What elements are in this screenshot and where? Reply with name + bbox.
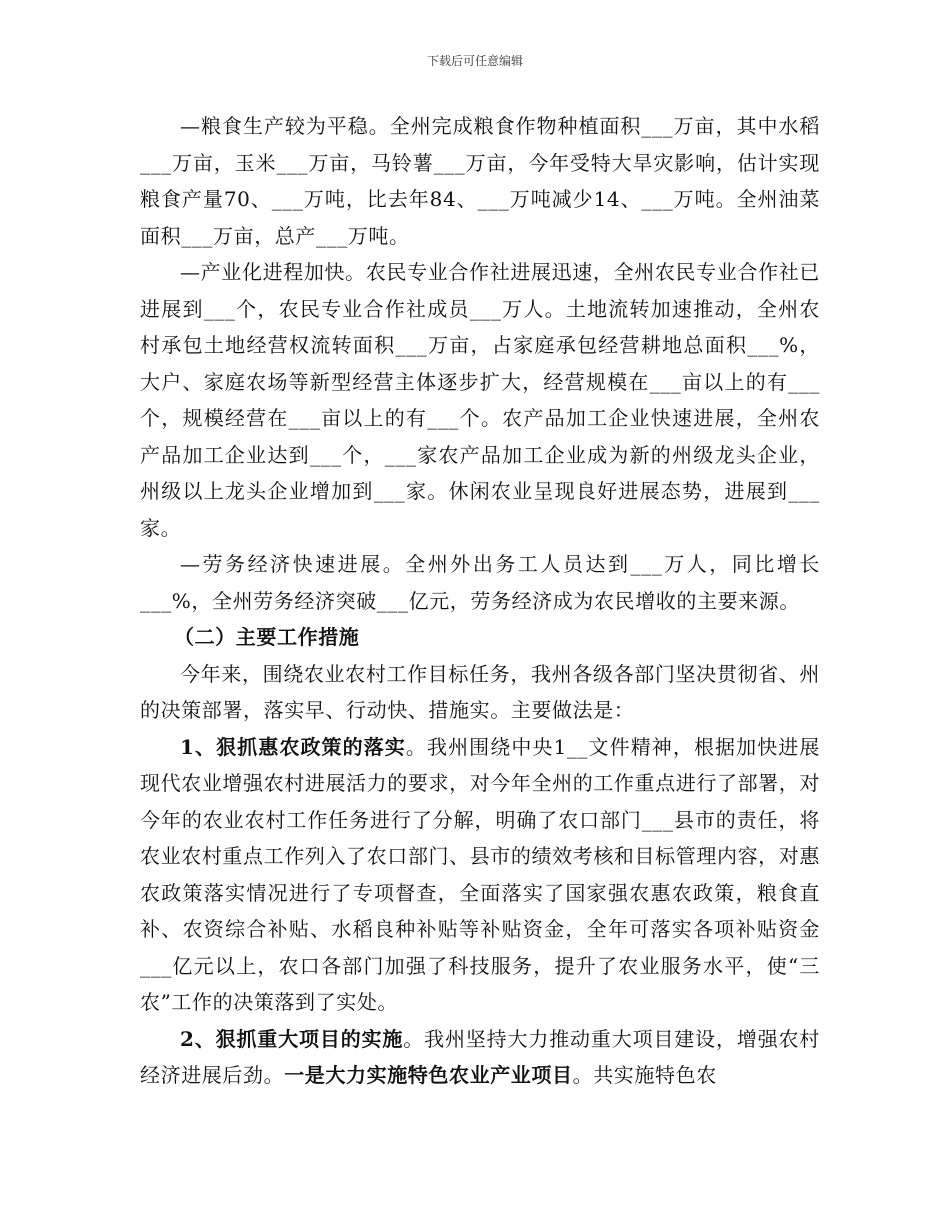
item-2-title: 2、狠抓重大项目的实施 [180, 1026, 404, 1051]
paragraph-grain-production: —粮食生产较为平稳。全州完成粮食作物种植面积___万亩，其中水稻___万亩，玉米___万亩，马铃薯___万亩，今年受特大旱灾影响，估计实现粮食产量70、___万吨，比去年84、___万吨减少14、___万吨。全州油菜面积___万亩，总产___万吨。 [140, 114, 820, 248]
paragraph-industrialization: —产业化进程加快。农民专业合作社进展迅速，全州农民专业合作社已进展到___个，农民专业合作社成员___万人。土地流转加速推动，全州农村承包土地经营权流转面积___万亩，占家庭承包经营耕地总面积___%，大户、家庭农场等新型经营主体逐步扩大，经营规模在___亩以上的有___个，规模经营在___亩以上的有___个。农产品加工企业快速进展，全州农产品加工企业达到___个，___家农产品加工企业成为新的州级龙头企业，州级以上龙头企业增加到___家。休闲农业呈现良好进展态势，进展到___家。 [140, 260, 820, 540]
item-2-text: 。我州坚持大力推动重大项目建设，增强农村经济进展后劲。 [140, 1026, 820, 1087]
item-2-text-continued: 。共实施特色农 [572, 1063, 717, 1087]
paragraph-policy-implementation [140, 729, 820, 1021]
document-body [140, 108, 820, 1094]
page-header: 下载后可任意编辑 [426, 54, 523, 68]
item-1-title: 1、狠抓惠农政策的落实 [180, 734, 406, 759]
item-2-subtitle: 一是大力实施特色农业产业项目 [284, 1063, 573, 1087]
paragraph-major-projects [140, 1021, 820, 1094]
section-heading: （二）主要工作措施 [174, 625, 360, 649]
paragraph-intro-measures: 今年来，围绕农业农村工作目标任务，我州各级各部门坚决贯彻省、州的决策部署，落实早、行动快、措施实。主要做法是： [140, 661, 820, 722]
item-1-text: 。我州围绕中央1__文件精神，根据加快进展现代农业增强农村进展活力的要求，对今年全州的工作重点进行了部署，对今年的农业农村工作任务进行了分解，明确了农口部门___县市的责任，将农业农村重点工作列入了农口部门、县市的绩效考核和目标管理内容，对惠农政策落实情况进行了专项督查，全面落实了国家强农惠农政策，粮食直补、农资综合补贴、水稻良种补贴等补贴资金，全年可落实各项补贴资金___亿元以上，农口各部门加强了科技服务，提升了农业服务水平，使“三农”工作的决策落到了实处。 [140, 734, 820, 1014]
paragraph-labor-economy: —劳务经济快速进展。全州外出务工人员达到___万人，同比增长___%，全州劳务经济突破___亿元，劳务经济成为农民增收的主要来源。 [140, 552, 820, 613]
